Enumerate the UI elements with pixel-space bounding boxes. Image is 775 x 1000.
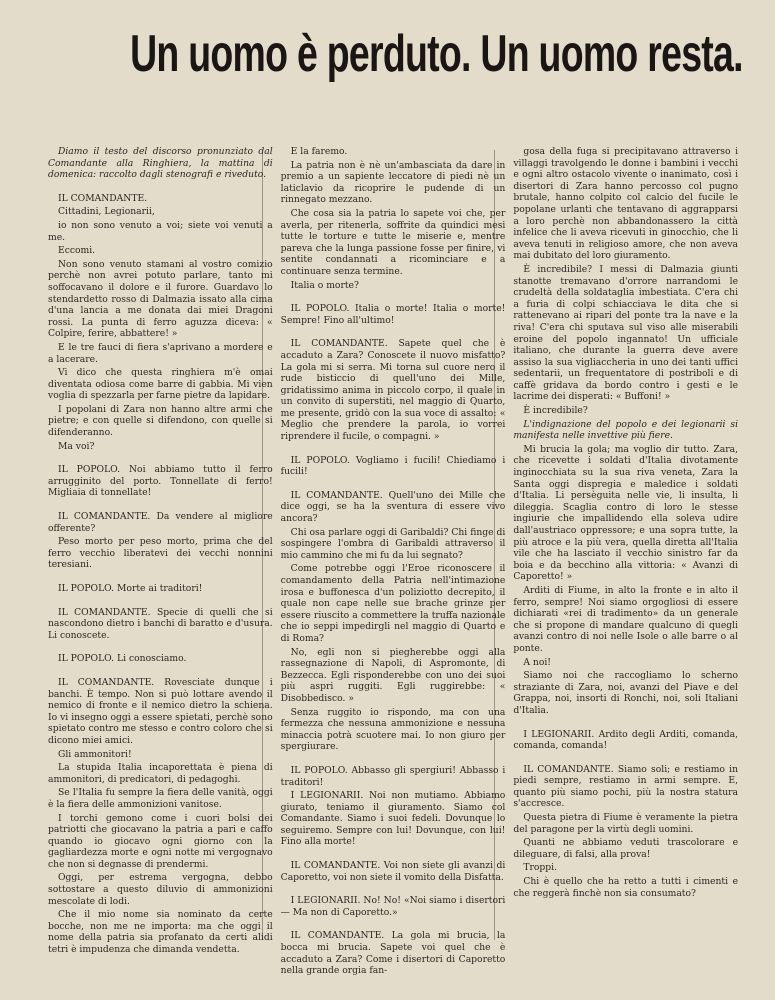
paragraph: gosa della fuga si precipitavano attraverso i villaggi travolgendo le donne i bambini i vecchi e ogni altro ostacolo vivente o inanimato, così i disertori di Zara hanno percosso col pugno brutale, hanno colpito col calcio del fucile le popolane urlanti che tentavano di aggrapparsi a loro perchè non abbandonassero la città infelice che li aveva ricevuti in ginocchio, che li aveva tenuti in religioso amore, che non aveva mai dubitato del loro giuramento. <box>513 146 739 262</box>
paragraph: Questa pietra di Fiume è veramente la pietra del paragone per la virtù degli uomini. <box>513 812 739 835</box>
paragraph: Gli ammonitori! <box>58 748 132 760</box>
speaker-paragraph: IL POPOLO. Noi abbiamo tutto il ferro arrugginito del porto. Tonnellate di ferro! Migliaia di tonnellate! <box>48 464 273 499</box>
speaker-paragraph: IL POPOLO. Abbasso gli spergiuri! Abbasso i traditori! <box>280 764 506 788</box>
paragraph: Troppi. <box>523 862 558 874</box>
speaker-paragraph: IL COMANDANTE. Siamo soli; e restiamo in piedi sempre, restiamo in armi sempre. E, quanto più siamo pochi, più la nostra statura s'accresce. <box>513 763 739 810</box>
paragraph: Cittadini, Legionarii, <box>58 206 155 218</box>
paragraph: Eccomi. <box>58 245 96 257</box>
paragraph: A noi! <box>523 656 551 668</box>
paragraph: io non sono venuto a voi; siete voi venuti a me. <box>48 219 273 243</box>
speaker-paragraph: IL POPOLO. Italia o morte! Italia o morte! Sempre! Fino all'ultimo! <box>280 303 506 326</box>
paragraph: Mi brucia la gola; ma voglio dir tutto. Zara, che ricevette i soldati d'Italia divotamente inginocchiata su la sua riva veneta, Zara la Santa oggi dispregia e maledice i soldati d'Italia. Li persèguita nelle vie, li insulta, li dileggia. Scaglia contro di loro le stesse ingiurie che impallidendo ella soleva udire dall'austriaco oppressore; e una sopra tutte, la più atroce e la più vera, quella diretta all'Italia vile che ha lasciato il vecchio sinistro far da boia e da becchino alla vittoria: « Avanzi di Caporetto! » <box>513 443 739 583</box>
italic-note: Diamo il testo del discorso pronunziato dal Comandante alla Ringhiera, la mattina di domenica: raccolto dagli stenografi e riveduto. <box>48 146 273 181</box>
speaker-paragraph: IL COMANDANTE. Sapete quel che è accaduto a Zara? Conoscete il nuovo misfatto? La gola mi si serra. Mi torna sul cuore nero il rude bisticcio di quell'uno dei Mille, gridatissimo anima in piccolo corpo, il quale in un convito di superstiti, nel maggio di Quarto, me presente, gridò con la sua voce di assalto: « Meglio che prendere la parola, io vorrei riprendere il fucile, o compagni. » <box>280 338 506 443</box>
paragraph: Che cosa sia la patria lo sapete voi che, per averla, per ritenerla, soffrite da quindici mesi tutte le torture e tutte le miserie e, mentre pareva che la lunga passione fosse per finire, vi sentite condannati a ricominciare e a continuare senza termine. <box>280 207 506 277</box>
paragraph: Chi è quello che ha retto a tutti i cimenti e che reggerà finchè non sia consumato? <box>513 876 739 899</box>
paragraph: La stupida Italia incaporettata è piena di ammonitori, di predicatori, di pedagoghi. <box>48 762 273 785</box>
italic-note: L'indignazione del popolo e dei legionarii si manifesta nelle invettive più fiere. <box>513 418 739 442</box>
column-3 <box>513 146 738 951</box>
speaker-paragraph: IL POPOLO. Morte ai traditori! <box>58 583 203 594</box>
paragraph: Non sono venuto stamani al vostro comizio perchè non avrei potuto parlare, tanto mi soffocavano il dolore e il furore. Guardavo lo stendardetto rosso di Dalmazia issato alla cima d'una lancia a me donata dai miei Dragoni rossi. La punta di ferro aguzza diceva: « Colpire, ferire, abbattere! » <box>48 258 273 340</box>
paragraph: Come potrebbe oggi l'Eroe riconoscere il comandamento della Patria nell'intimazione irosa e buffonesca d'un poliziotto decrepito, il quale non cape nelle sue brache grinze per essere riuscito a commettere la truffa nazionale che io seppi impedirgli nel maggio di Quarto e di Roma? <box>280 563 506 644</box>
text-columns <box>48 146 739 977</box>
paragraph: I LEGIONARII. Noi non mutiamo. Abbiamo giurato, teniamo il giuramento. Siamo col Comandante. Siamo i suoi fedeli. Dovunque lo seguiremo. Sempre con lui! Dovunque, con lui! Fino alla morte! <box>280 790 506 848</box>
speaker-paragraph: I LEGIONARII. No! No! «Noi siamo i disertori — Ma non di Caporetto.» <box>280 895 506 918</box>
paragraph: Quanti ne abbiamo veduti trascolorare e dileguare, di falsi, alla prova! <box>513 837 739 860</box>
speaker-paragraph: IL COMANDANTE. Da vendere al migliore offerente? <box>48 511 273 534</box>
paragraph: No, egli non si piegherebbe oggi alla rassegnazione di Napoli, di Aspromonte, di Bezzecca. Egli risponderebbe con uno dei suoi più aspri ruggiti. Egli ruggirebbe: « Disobbedisco. » <box>280 646 506 704</box>
paragraph: E le tre fauci di fiera s'aprivano a mordere e a lacerare. <box>48 341 273 365</box>
paragraph: È incredibile? I messi di Dalmazia giunti stanotte tremavano d'orrore narrandomi le crudeltà della soldataglia imbestiata. C'era chi a furia di colpi schiacciava le dita che si rattenevano ai ripari del ponte tra la nave e la riva! C'era chi sputava sul viso alle miserabili eroine del popolo ingannato! Un ufficiale italiano, che durante la guerra deve avere assiso la sua vigliaccheria in uno dei tanti uffici sedentarii, un frequentatore di postriboli e di caffè gridava da bordo contro i gesti e le lacrime dei disperati: « Buffoni! » <box>513 263 739 403</box>
paragraph: Oggi, per estrema vergogna, debbo sottostare a questo diluvio di ammonizioni mescolate di lodi. <box>48 872 273 907</box>
speaker-paragraph: IL COMANDANTE. Quell'uno dei Mille che dice oggi, se ha la sventura di essere vivo ancora? <box>280 489 506 525</box>
speaker-paragraph: I LEGIONARII. Ardito degli Arditi, comanda, comanda, comanda! <box>513 728 739 752</box>
paragraph: E la faremo. <box>290 146 348 157</box>
paragraph: Siamo noi che raccogliamo lo scherno straziante di Zara, noi, avanzi del Piave e del Grappa, noi, insorti di Ronchi, noi, soli Italiani d'Italia. <box>513 670 739 716</box>
speaker-paragraph: IL COMANDANTE. Voi non siete gli avanzi di Caporetto, voi non siete il vomito della Disfatta. <box>280 860 506 883</box>
speaker-paragraph: IL COMANDANTE. Rovesciate dunque i banchi. È tempo. Non si può lottare avendo il nemico di fronte e il nemico dietro la schiena. Io vi insegno oggi a essere spietati, perchè sono spietato contro me stesso e contro coloro che si dicono miei amici. <box>48 676 273 746</box>
column-2 <box>280 146 506 977</box>
paragraph: I torchi gemono come i cuori bolsi dei patriotti che giocavano la patria a pari e caffo quando io giocavo ogni giorno con la gagliardezza morte e ogni notte mi vergognavo che non si degnasse di prendermi. <box>48 812 273 870</box>
paragraph: È incredibile? <box>523 405 588 417</box>
speaker-paragraph: IL COMANDANTE. <box>58 192 148 204</box>
speaker-paragraph: IL POPOLO. Vogliamo i fucili! Chiediamo i fucili! <box>280 454 506 478</box>
paragraph: I popolani di Zara non hanno altre armi che pietre; e con quelle si difendono, con quelle si difenderanno. <box>48 403 273 439</box>
paragraph: Senza ruggito io rispondo, ma con una fermezza che nessuna ammonizione e nessuna minaccia potrà scuotere mai. Io non giuro per spergiurare. <box>280 706 506 753</box>
paragraph: Vi dico che questa ringhiera m'è omai diventata odiosa come barre di gabbia. Mi vien voglia di spezzarla per farne pietre da lapidare. <box>48 367 273 402</box>
speaker-paragraph: IL POPOLO. Li conosciamo. <box>58 653 187 665</box>
headline: Un uomo è perduto. Un uomo resta. <box>130 25 743 83</box>
speaker-paragraph: IL COMANDANTE. Specie di quelli che si nascondono dietro i banchi di baratto e d'usura. Li conoscete. <box>48 606 273 641</box>
paragraph: La patria non è nè un'ambasciata da dare in premio a un sapiente leccatore di piedi nè un laticlavio da ricoprire le pudende di un rinnegato mezzano. <box>280 159 506 206</box>
paragraph: Arditi di Fiume, in alto la fronte e in alto il ferro, sempre! Noi siamo orgogliosi di essere dichiarati «rei di tradimento» da un generale che si propone di mandare qualcuno di quegli avanzi contro di noi nelle Isole o alle barre o al ponte. <box>513 584 739 654</box>
column-1 <box>48 146 273 956</box>
speaker-paragraph: IL COMANDANTE. La gola mi brucia, la bocca mi brucia. Sapete voi quel che è accaduto a Zara? Come i disertori di Caporetto nella grande orgia fan- <box>280 930 506 977</box>
paragraph: Se l'Italia fu sempre la fiera delle vanità, oggi è la fiera delle ammonizioni vanitose. <box>48 787 273 810</box>
paragraph: Chi osa parlare oggi di Garibaldi? Chi finge di sospingere l'ombra di Garibaldi attraverso il mio cammino che mi fu da lui segnato? <box>280 526 506 561</box>
paragraph: Italia o morte? <box>290 279 359 291</box>
paragraph: Ma voi? <box>58 440 95 452</box>
paragraph: Peso morto per peso morto, prima che del ferro vecchio liberatevi dei vecchi nonnini teresiani. <box>48 536 273 571</box>
paragraph: Che il mio nome sia nominato da certe bocche, non me ne importa: ma che oggi il nome della patria sia profanato da certi alidi tetri è impudenza che dimanda vendetta. <box>48 909 273 956</box>
